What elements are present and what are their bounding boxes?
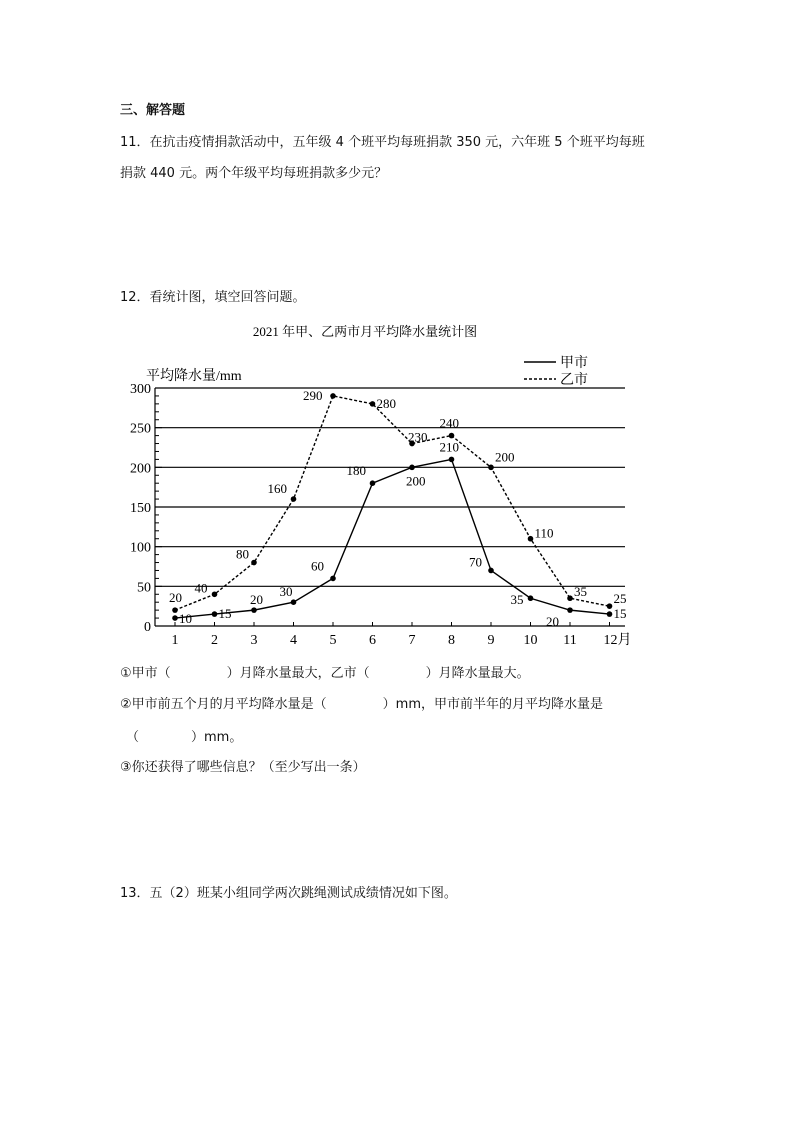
data-point <box>607 611 613 617</box>
y-tick-label: 100 <box>130 540 151 556</box>
data-label: 160 <box>267 481 287 497</box>
data-label: 20 <box>546 614 559 630</box>
x-tick-label: 2 <box>211 633 218 648</box>
data-label: 20 <box>169 590 182 606</box>
data-point <box>528 595 534 601</box>
data-label: 290 <box>303 387 323 403</box>
data-point <box>330 393 336 399</box>
chart-legend <box>524 355 588 388</box>
data-label: 15 <box>613 606 627 622</box>
rainfall-line-chart <box>120 324 640 648</box>
data-label: 180 <box>346 463 366 479</box>
x-tick-label: 6 <box>369 633 376 648</box>
data-point <box>449 433 455 439</box>
chart-data-labels <box>169 388 627 629</box>
data-label: 40 <box>194 580 208 596</box>
chart-ticks <box>130 382 632 648</box>
data-label: 25 <box>613 591 627 607</box>
data-point <box>370 480 376 486</box>
data-point <box>251 560 257 566</box>
q12-sub2-text-b: ）mm，甲市前半年的月平均降水量是 <box>382 697 603 712</box>
x-tick-label: 7 <box>408 633 416 648</box>
y-tick-label: 150 <box>130 501 151 516</box>
data-point <box>212 611 218 617</box>
data-point <box>567 607 573 613</box>
data-point <box>291 496 297 502</box>
data-point <box>528 536 534 542</box>
data-point <box>488 568 494 574</box>
data-point <box>607 603 613 609</box>
data-label: 200 <box>495 449 515 465</box>
x-tick-label: 1 <box>171 633 179 648</box>
chart-grid <box>155 388 625 586</box>
data-label: 80 <box>236 546 249 562</box>
section-title: 三、解答题 <box>120 103 186 118</box>
q12-sub3: ③你还获得了哪些信息？（至少写出一条） <box>120 760 366 775</box>
data-label: 210 <box>439 439 459 455</box>
q12-sub1 <box>120 664 530 684</box>
q12-prompt: 12．看统计图，填空回答问题。 <box>120 290 306 305</box>
data-label: 10 <box>179 611 192 627</box>
q12-sub1-text-a: ①甲市（ <box>120 666 171 681</box>
q12-sub2-text-d: ）mm。 <box>191 730 243 745</box>
data-point <box>251 607 257 613</box>
x-tick-label: 4 <box>290 633 297 648</box>
data-point <box>409 465 415 471</box>
q12-sub2-text-a: ②甲市前五个月的月平均降水量是（ <box>120 697 327 712</box>
data-point <box>172 607 178 613</box>
y-tick-label: 0 <box>144 620 151 635</box>
legend-label-2: 乙市 <box>560 373 588 388</box>
data-point <box>567 595 573 601</box>
x-tick-label: 11 <box>563 633 577 648</box>
data-label: 60 <box>311 558 324 574</box>
data-label: 110 <box>534 525 554 541</box>
data-label: 230 <box>408 429 428 445</box>
data-point <box>370 401 376 407</box>
q11-line-2: 捐款 440 元。两个年级平均每班捐款多少元？ <box>120 166 388 181</box>
data-label: 30 <box>279 584 293 600</box>
x-tick-label: 5 <box>329 633 337 648</box>
legend-label-1: 甲市 <box>560 356 588 371</box>
x-tick-label: 10 <box>523 633 538 648</box>
data-label: 35 <box>510 592 524 608</box>
data-point <box>488 465 494 471</box>
data-label: 200 <box>406 473 426 489</box>
data-point <box>330 576 336 582</box>
q11-line-1: 11．在抗击疫情捐款活动中，五年级 4 个班平均每班捐款 350 元，六年班 5 个班平均每班 <box>120 135 645 150</box>
y-tick-label: 200 <box>130 461 151 477</box>
q12-sub1-text-c: ）月降水量最大。 <box>425 666 530 681</box>
y-tick-label: 50 <box>137 580 151 596</box>
data-label: 20 <box>250 592 263 608</box>
x-tick-label: 12月 <box>603 633 632 648</box>
data-point <box>291 599 297 605</box>
y-tick-label: 300 <box>130 382 151 397</box>
data-label: 70 <box>469 554 482 570</box>
y-tick-label: 250 <box>130 421 151 437</box>
data-label: 15 <box>218 606 232 622</box>
y-axis-label: 平均降水量/mm <box>146 369 242 384</box>
data-point <box>172 615 178 621</box>
x-tick-label: 3 <box>250 633 258 648</box>
data-label: 280 <box>376 395 396 411</box>
q12-sub2 <box>120 695 603 715</box>
x-tick-label: 8 <box>448 633 455 648</box>
data-point <box>449 457 455 463</box>
q13-prompt: 13．五（2）班某小组同学两次跳绳测试成绩情况如下图。 <box>120 886 457 901</box>
q12-sub2-text-c: （ <box>126 730 140 745</box>
chart-title: 2021 年甲、乙两市月平均降水量统计图 <box>252 324 478 339</box>
q12-sub1-text-b: ）月降水量最大，乙市（ <box>226 666 370 681</box>
data-point <box>212 591 218 597</box>
x-tick-label: 9 <box>487 633 495 648</box>
data-label: 240 <box>439 415 459 431</box>
data-label: 35 <box>574 584 587 600</box>
q12-sub2-cont <box>126 728 242 748</box>
